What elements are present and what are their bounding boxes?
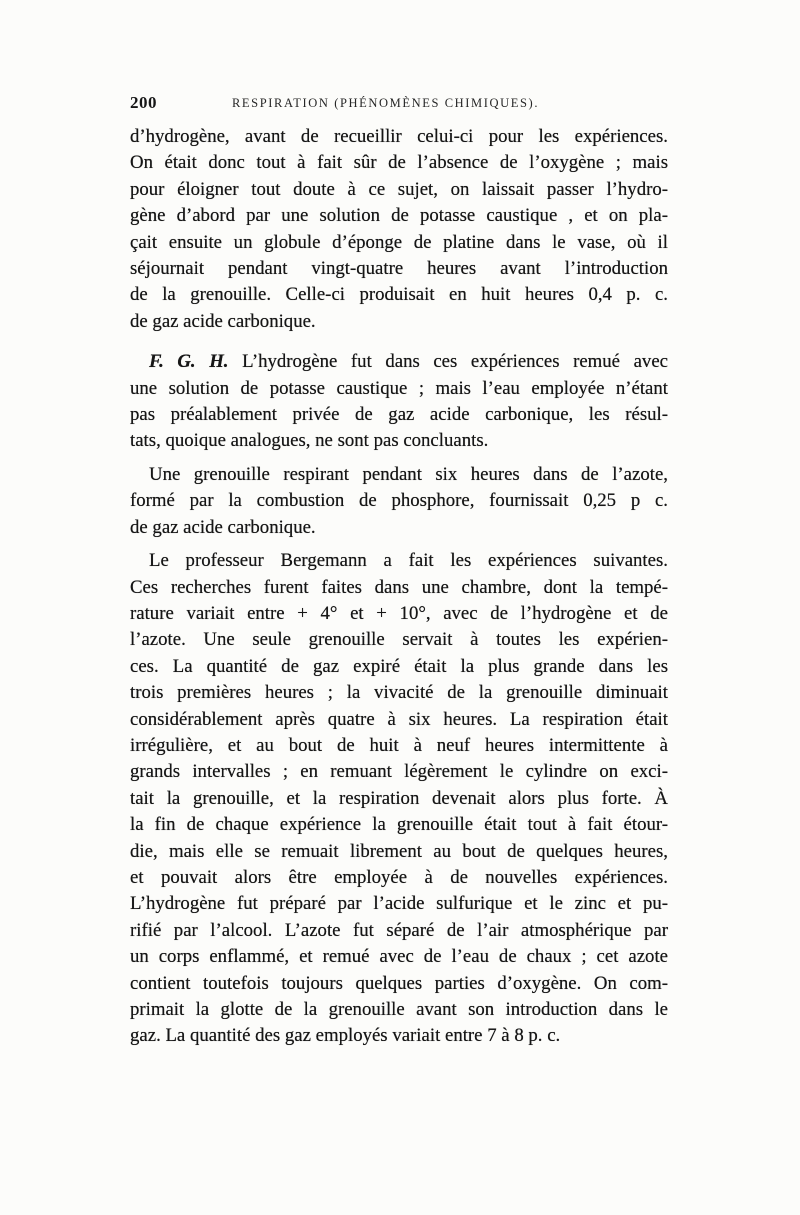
text-line: d’hydrogène, avant de recueillir celui-ci pour les expériences. bbox=[130, 126, 668, 147]
paragraph-4 bbox=[130, 548, 668, 1050]
text-line: formé par la combustion de phosphore, fournissait 0,25 p c. bbox=[130, 490, 668, 512]
text-line: de gaz acide carbonique. bbox=[130, 516, 316, 538]
running-title: RESPIRATION (PHÉNOMÈNES CHIMIQUES). bbox=[232, 96, 540, 110]
text-line: une solution de potasse caustique ; mais l’eau employée n’étant bbox=[130, 377, 668, 399]
text-line: rifié par l’alcool. L’azote fut séparé de l’air atmosphérique par bbox=[130, 919, 668, 941]
paragraph-1 bbox=[130, 124, 668, 335]
text-line: et pouvait alors être employée à de nouvelles expériences. bbox=[130, 866, 668, 888]
text-line: tats, quoique analogues, ne sont pas concluants. bbox=[130, 430, 489, 452]
text-line: de la grenouille. Celle-ci produisait en huit heures 0,4 p. c. bbox=[130, 284, 668, 306]
text-line: ces. La quantité de gaz expiré était la plus grande dans les bbox=[130, 655, 668, 677]
text-line: L’hydrogène fut préparé par l’acide sulfurique et le zinc et pu- bbox=[130, 893, 668, 915]
text-line: rature variait entre + 4° et + 10°, avec de l’hydrogène et de bbox=[130, 602, 668, 624]
text-line: contient toutefois toujours quelques parties d’oxygène. On com- bbox=[130, 972, 668, 994]
text-line: pour éloigner tout doute à ce sujet, on laissait passer l’hydro- bbox=[130, 178, 668, 200]
text-line: séjournait pendant vingt-quatre heures avant l’introduction bbox=[130, 258, 668, 280]
text-line: de gaz acide carbonique. bbox=[130, 310, 316, 332]
paragraph-2 bbox=[130, 349, 668, 455]
text-line: la fin de chaque expérience la grenouille était tout à fait étour- bbox=[130, 814, 668, 836]
text-line: pas préalablement privée de gaz acide carbonique, les résul- bbox=[130, 404, 668, 426]
paragraph-3 bbox=[130, 462, 668, 541]
text-line: Le professeur Bergemann a fait les expériences suivantes. bbox=[149, 550, 668, 572]
text-line: tait la grenouille, et la respiration devenait alors plus forte. À bbox=[130, 787, 668, 809]
text-line bbox=[130, 349, 668, 375]
text-line: grands intervalles ; en remuant légèrement le cylindre on exci- bbox=[130, 761, 668, 783]
paragraph-lead-italic: F. G. H. bbox=[149, 351, 229, 373]
text-line: trois premières heures ; la vivacité de la grenouille diminuait bbox=[130, 682, 668, 704]
text-line: Une grenouille respirant pendant six heures dans de l’azote, bbox=[149, 463, 668, 485]
text-line: l’azote. Une seule grenouille servait à toutes les expérien- bbox=[130, 629, 668, 651]
text-line: primait la glotte de la grenouille avant son introduction dans le bbox=[130, 999, 668, 1020]
text-line-rest: L’hydrogène fut dans ces expériences remué avec bbox=[242, 351, 668, 373]
text-line: un corps enflammé, et remué avec de l’eau de chaux ; cet azote bbox=[130, 946, 668, 968]
text-line: gaz. La quantité des gaz employés variait entre 7 à 8 p. c. bbox=[130, 1025, 561, 1047]
text-line: irrégulière, et au bout de huit à neuf heures intermittente à bbox=[130, 734, 668, 756]
text-line: Ces recherches furent faites dans une chambre, dont la tempé- bbox=[130, 576, 668, 598]
text-line: considérablement après quatre à six heures. La respiration était bbox=[130, 708, 668, 730]
text-line: çait ensuite un globule d’éponge de platine dans le vase, où il bbox=[130, 231, 668, 253]
page-number: 200 bbox=[130, 93, 157, 112]
text-line: gène d’abord par une solution de potasse caustique , et on pla- bbox=[130, 205, 668, 227]
text-line: On était donc tout à fait sûr de l’absence de l’oxygène ; mais bbox=[130, 152, 668, 174]
body-text bbox=[130, 124, 668, 1050]
text-line: die, mais elle se remuait librement au bout de quelques heures, bbox=[130, 840, 668, 862]
